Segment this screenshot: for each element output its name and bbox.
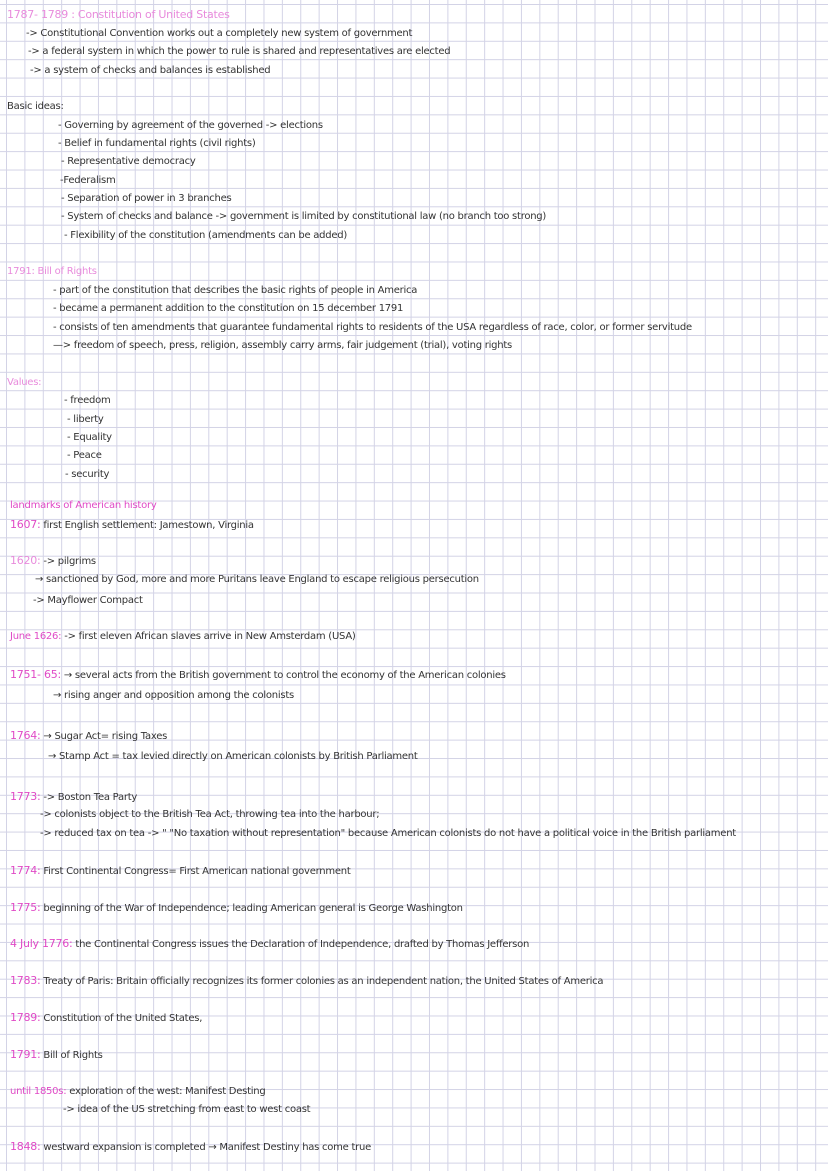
landmark-text: -> Boston Tea Party [40,792,138,803]
landmark-entry [10,630,356,644]
landmark-text: First Continental Congress= First American national government [40,866,351,877]
landmark-date: 1848: [10,1140,41,1153]
landmark-text: the Continental Congress issues the Declaration of Independence, drafted by Thomas Jefferson [72,939,530,950]
landmark-sub: → sanctioned by God, more and more Puritans leave England to escape religious persecution [35,574,479,585]
landmark-sub: -> reduced tax on tea -> " "No taxation without representation" because American colonists do not have a political voice in the British parliament [40,828,736,839]
value-item: - Equality [67,432,112,443]
landmark-entry [10,1011,202,1026]
landmark-entry [10,901,463,916]
landmark-date: 1775: [10,901,41,914]
landmark-entry [10,1085,265,1099]
landmark-text: -> first eleven African slaves arrive in New Amsterdam (USA) [61,631,356,642]
landmark-entry [10,554,96,569]
bill-of-rights-item: - part of the constitution that describes the basic rights of people in America [53,285,418,296]
landmark-sub: -> colonists object to the British Tea Act, throwing tea into the harbour; [40,809,380,820]
landmark-date: 1791: [10,1048,41,1061]
landmark-date: 1774: [10,864,41,877]
basic-idea-item: -Federalism [60,175,116,186]
landmark-entry [10,518,254,533]
landmark-date: 1751- 65: [10,668,61,681]
landmark-entry [10,729,167,744]
bill-of-rights-item: - became a permanent addition to the constitution on 15 december 1791 [53,303,404,314]
landmark-date: 1783: [10,974,41,987]
landmark-sub: → rising anger and opposition among the colonists [53,690,294,701]
landmark-entry [10,864,351,879]
landmark-text: Constitution of the United States, [40,1013,203,1024]
landmark-sub: -> idea of the US stretching from east to west coast [63,1104,311,1115]
bill-of-rights-item: - consists of ten amendments that guarantee fundamental rights to residents of the USA regardless of race, color, or former servitude [53,322,692,333]
value-item: - freedom [64,395,111,406]
basic-idea-item: - Belief in fundamental rights (civil rights) [58,138,256,149]
landmark-date: 1789: [10,1011,41,1024]
header-point: -> a system of checks and balances is established [30,65,271,76]
section-title-constitution: 1787- 1789 : Constitution of United States [7,8,230,21]
landmark-text: → several acts from the British government to control the economy of the American colonies [60,670,506,681]
landmark-date: 1620: [10,554,41,567]
landmarks-heading: landmarks of American history [10,500,157,511]
landmark-sub: → Stamp Act = tax levied directly on American colonists by British Parliament [48,751,418,762]
basic-idea-item: - Governing by agreement of the governed -> elections [58,120,323,131]
landmark-date: 1773: [10,790,41,803]
basic-idea-item: - Separation of power in 3 branches [61,193,232,204]
landmark-entry [10,790,137,805]
value-item: - security [65,469,110,480]
values-heading: Values: [7,377,42,388]
landmark-text: -> pilgrims [40,556,96,567]
header-point: -> Constitutional Convention works out a completely new system of government [26,28,413,39]
landmark-entry [10,1140,371,1155]
header-point: -> a federal system in which the power to rule is shared and representatives are elected [28,46,451,57]
value-item: - Peace [67,450,102,461]
landmark-entry [10,937,529,952]
landmark-date: until 1850s: [10,1086,67,1097]
landmark-entry [10,1048,103,1063]
landmark-text: Treaty of Paris: Britain officially recognizes its former colonies as an independent nation, the United States of America [40,976,604,987]
value-item: - liberty [67,414,104,425]
basic-idea-item: - System of checks and balance -> government is limited by constitutional law (no branch too strong) [61,211,547,222]
basic-idea-item: - Representative democracy [61,156,196,167]
landmark-text: first English settlement: Jamestown, Virginia [40,520,254,531]
landmark-date: 1607: [10,518,41,531]
landmark-text: → Sugar Act= rising Taxes [40,731,168,742]
landmark-date: 4 July 1776: [10,937,73,950]
bill-of-rights-heading: 1791: Bill of Rights [7,266,97,277]
bill-of-rights-item: —> freedom of speech, press, religion, assembly carry arms, fair judgement (trial), voting rights [53,340,512,351]
landmark-date: June 1626: [10,631,62,642]
landmark-text: Bill of Rights [40,1050,103,1061]
landmark-entry [10,974,603,989]
landmark-sub: -> Mayflower Compact [33,595,143,606]
landmark-text: exploration of the west: Manifest Desting [66,1086,266,1097]
basic-ideas-heading: Basic ideas: [7,101,64,112]
landmark-entry [10,668,506,683]
landmark-text: westward expansion is completed → Manifest Destiny has come true [40,1142,372,1153]
landmark-date: 1764: [10,729,41,742]
basic-idea-item: - Flexibility of the constitution (amendments can be added) [64,230,347,241]
landmark-text: beginning of the War of Independence; leading American general is George Washington [40,903,463,914]
